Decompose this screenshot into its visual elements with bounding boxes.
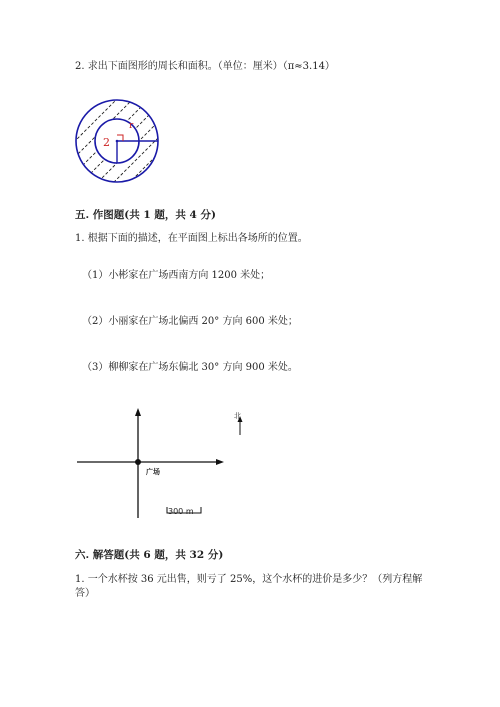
plaza-point — [135, 459, 141, 465]
center-dot — [116, 140, 119, 143]
scale-label: 300 m — [168, 507, 194, 516]
section-6-question-1-line1: 1. 一个水杯按 36 元出售，则亏了 25%，这个水杯的进价是多少？（列方程解 — [75, 574, 423, 585]
section-5-heading: 五. 作图题(共 1 题，共 4 分) — [75, 209, 216, 221]
item-3: （3）柳柳家在广场东偏北 30° 方向 900 米处。 — [82, 362, 298, 373]
plaza-label: 广场 — [146, 467, 160, 476]
axis-arrow-east — [216, 459, 224, 465]
section-6-heading: 六. 解答题(共 6 题，共 32 分) — [75, 549, 224, 561]
item-1: （1）小彬家在广场西南方向 1200 米处； — [82, 270, 271, 281]
axis-arrow-north — [135, 408, 141, 416]
inner-radius-label: 2 — [103, 136, 110, 149]
north-label: 北 — [234, 412, 241, 420]
item-2: （2）小丽家在广场北偏西 20° 方向 600 米处； — [82, 316, 298, 327]
outer-radius-label: r — [129, 121, 134, 131]
question-2-text: 2. 求出下面图形的周长和面积。（单位：厘米）（π≈3.14） — [75, 61, 335, 72]
section-6-question-1-line2: 答） — [75, 588, 95, 599]
section-5-question-1: 1. 根据下面的描述，在平面图上标出各场所的位置。 — [75, 233, 308, 244]
annulus-figure — [72, 96, 162, 186]
